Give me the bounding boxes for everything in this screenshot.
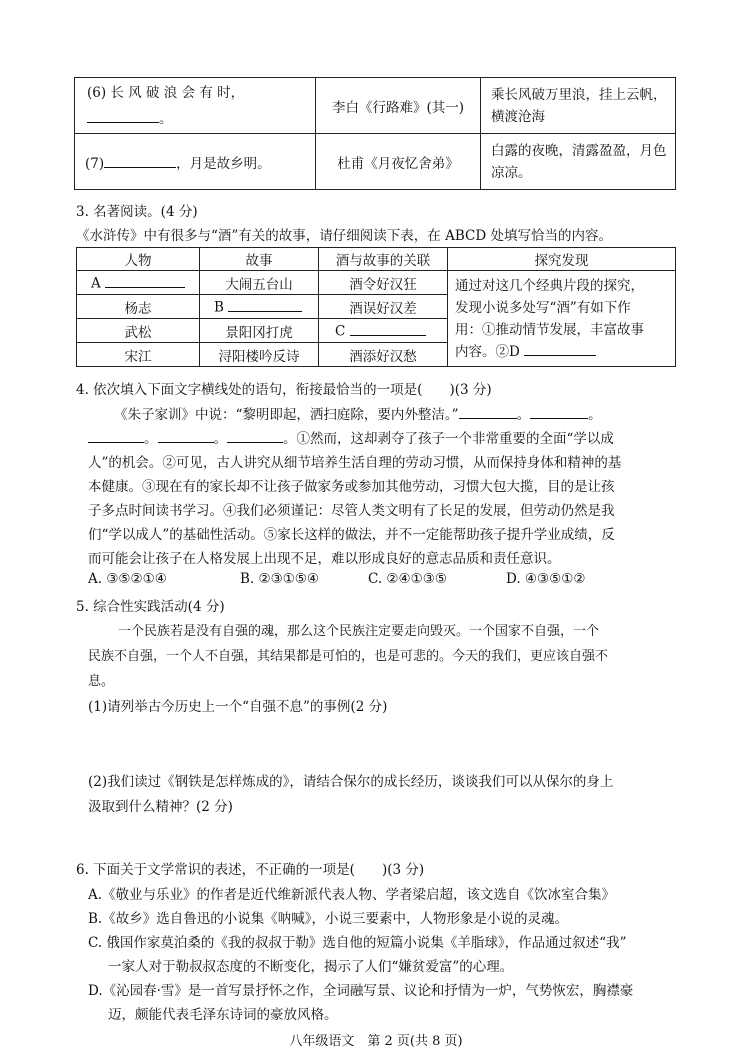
poem-q7-note-line2: 凉凉。	[491, 164, 532, 181]
q3-cell-a	[77, 271, 200, 295]
q3-cell: 酒误好汉差	[319, 295, 448, 319]
q3-cell-a-label: A	[91, 275, 101, 292]
q3-cell: 酒添好汉愁	[319, 343, 448, 367]
q3-cell: 杨志	[77, 295, 200, 319]
q6-option-d-cont: 迈，颇能代表毛泽东诗词的豪放风格。	[108, 1007, 338, 1023]
q4-line-3: 人”的机会。②可见，古人讲究从细节培养生活自理的劳动习惯，从而保持身体和精神的基	[88, 455, 622, 471]
answer-blank[interactable]	[530, 405, 588, 420]
q3-cell-c	[319, 319, 448, 343]
answer-blank[interactable]	[88, 429, 144, 444]
answer-blank[interactable]	[104, 153, 176, 168]
q4-option-b[interactable]: B. ②③①⑤④	[240, 571, 320, 587]
answer-blank[interactable]	[227, 429, 283, 444]
q3-finding-line: 发现小说多处写“酒”有如下作	[455, 299, 631, 316]
poem-q6-note	[481, 78, 676, 134]
poem-q7-source: 杜甫《月夜忆舍弟》	[316, 134, 481, 190]
poem-table	[74, 77, 676, 190]
page-footer: 八年级语文 第 2 页(共 8 页)	[289, 1034, 463, 1049]
q3-finding-line: 用：①推动情节发展，丰富故事	[455, 321, 644, 338]
q5-sub2-line-1: (2)我们读过《钢铁是怎样炼成的》，请结合保尔的成长经历，谈谈我们可以从保尔的身上	[88, 774, 614, 790]
poem-q6-source: 李白《行路难》(其一)	[316, 78, 481, 134]
poem-q7-num: (7)	[85, 155, 105, 172]
poem-q7-text: ，月是故乡明。	[176, 155, 271, 172]
q6-title: 6. 下面关于文学常识的表述，不正确的一项是( )(3 分)	[76, 862, 425, 878]
poem-q6-note-line2: 横渡沧海	[491, 108, 545, 125]
q5-quote-line-3: 息。	[88, 674, 115, 689]
q4-line-2: 。 。 。①然而，这却剥夺了孩子一个非常重要的全面“学以成	[88, 427, 614, 447]
q6-option-b[interactable]: B.《故乡》选自鲁迅的小说集《呐喊》，小说三要素中，人物形象是小说的灵魂。	[88, 911, 568, 927]
q6-option-a[interactable]: A.《敬业与乐业》的作者是近代维新派代表人物、学者梁启超，该文选自《饮冰室合集》	[88, 887, 616, 903]
answer-blank[interactable]	[87, 108, 159, 123]
q5-sub2-answer-area[interactable]	[88, 816, 676, 856]
q3-cell: 武松	[77, 319, 200, 343]
q4-option-c[interactable]: C. ②④①③⑤	[368, 571, 447, 587]
q3-header-story: 故事	[200, 248, 319, 271]
q6-option-c[interactable]: C. 俄国作家莫泊桑的《我的叔叔于勒》选自他的短篇小说集《羊脂球》，作品通过叙述“我”	[88, 935, 627, 951]
q3-cell: 大闹五台山	[200, 271, 319, 295]
poem-q6-text: (6) 长 风 破 浪 会 有 时，	[87, 84, 245, 101]
q4-line-1: 《朱子家训》中说：“黎明即起，洒扫庭除，要内外整洁。” 。 。	[114, 403, 602, 423]
q3-cell-c-label: C	[335, 323, 346, 340]
q5-quote-line-2: 民族不自强，一个人不自强，其结果都是可怕的，也是可悲的。今天的我们，更应该自强不	[88, 649, 609, 664]
q3-table	[76, 247, 676, 367]
answer-blank-d[interactable]	[524, 341, 596, 356]
q4-line-6: 们“学以成人”的基础性活动。⑤家长这样的做法，并不一定能帮助孩子提升学业成绩，反	[88, 527, 615, 543]
answer-blank-a[interactable]	[105, 273, 185, 288]
q3-header-finding: 探究发现	[448, 248, 676, 271]
q3-finding-line: 内容。②D	[455, 343, 520, 360]
q6-option-c-cont: 一家人对于勒叔叔态度的不断变化，揭示了人们“嫌贫爱富”的心理。	[108, 959, 514, 975]
q4-line-7: 而可能会让孩子在人格发展上出现不足，难以形成良好的意志品质和责任意识。	[88, 551, 561, 567]
q3-cell: 浔阳楼吟反诗	[200, 343, 319, 367]
q3-finding-line: 通过对这几个经典片段的探究，	[455, 277, 644, 294]
q4-title: 4. 依次填入下面文字横线处的语句，衔接最恰当的一项是( )(3 分)	[76, 382, 492, 398]
q3-cell-b	[200, 295, 319, 319]
poem-q6-end: 。	[159, 110, 173, 127]
q4-line-5: 子多点时间读书学习。④我们必须谨记：尽管人类文明有了长足的发展，但劳动仍然是我	[88, 503, 615, 519]
q3-cell: 景阳冈打虎	[200, 319, 319, 343]
q4-line-4: 本健康。③现在有的家长却不让孩子做家务或参加其他劳动，习惯大包大揽，目的是让孩	[88, 479, 615, 495]
q3-finding	[448, 271, 676, 367]
q4-option-d[interactable]: D. ④③⑤①②	[506, 571, 586, 587]
q3-cell-b-label: B	[214, 299, 224, 316]
answer-blank[interactable]	[459, 405, 517, 420]
q6-option-d[interactable]: D.《沁园春·雪》是一首写景抒怀之作，全词融写景、议论和抒情为一炉，气势恢宏，胸襟豪	[88, 983, 634, 999]
answer-blank[interactable]	[158, 429, 214, 444]
poem-q7-note-line1: 白露的夜晚，清露盈盈，月色	[491, 142, 667, 159]
q4-option-a[interactable]: A. ③⑤②①④	[88, 571, 167, 587]
q5-sub1-answer-area[interactable]	[88, 716, 676, 766]
q5-sub2-line-2: 汲取到什么精神？(2 分)	[88, 799, 233, 815]
q3-header-relation: 酒与故事的关联	[319, 248, 448, 271]
q5-sub1: (1)请列举古今历史上一个“自强不息”的事例(2 分)	[88, 699, 388, 715]
q4-text: 《朱子家训》中说：“黎明即起，洒扫庭除，要内外整洁。”	[114, 407, 459, 423]
q4-text: ①然而，这却剥夺了孩子一个非常重要的全面“学以成	[296, 431, 614, 447]
q3-cell: 酒令好汉狂	[319, 271, 448, 295]
answer-blank-b[interactable]	[228, 297, 302, 312]
q3-intro: 《水浒传》中有很多与“酒”有关的故事，请仔细阅读下表，在 ABCD 处填写恰当的内容。	[76, 228, 612, 244]
answer-blank-c[interactable]	[350, 321, 426, 336]
poem-q7-note	[481, 134, 676, 190]
q3-header-person: 人物	[77, 248, 200, 271]
poem-q7	[75, 134, 316, 190]
poem-q6	[75, 78, 316, 134]
q5-quote-line-1: 一个民族若是没有自强的魂，那么这个民族注定要走向毁灭。一个国家不自强，一个	[118, 624, 600, 639]
poem-q6-note-line1: 乘长风破万里浪，挂上云帆，	[491, 86, 667, 103]
q3-cell: 宋江	[77, 343, 200, 367]
q5-title: 5. 综合性实践活动(4 分)	[76, 599, 225, 615]
q3-title: 3. 名著阅读。(4 分)	[76, 204, 198, 220]
